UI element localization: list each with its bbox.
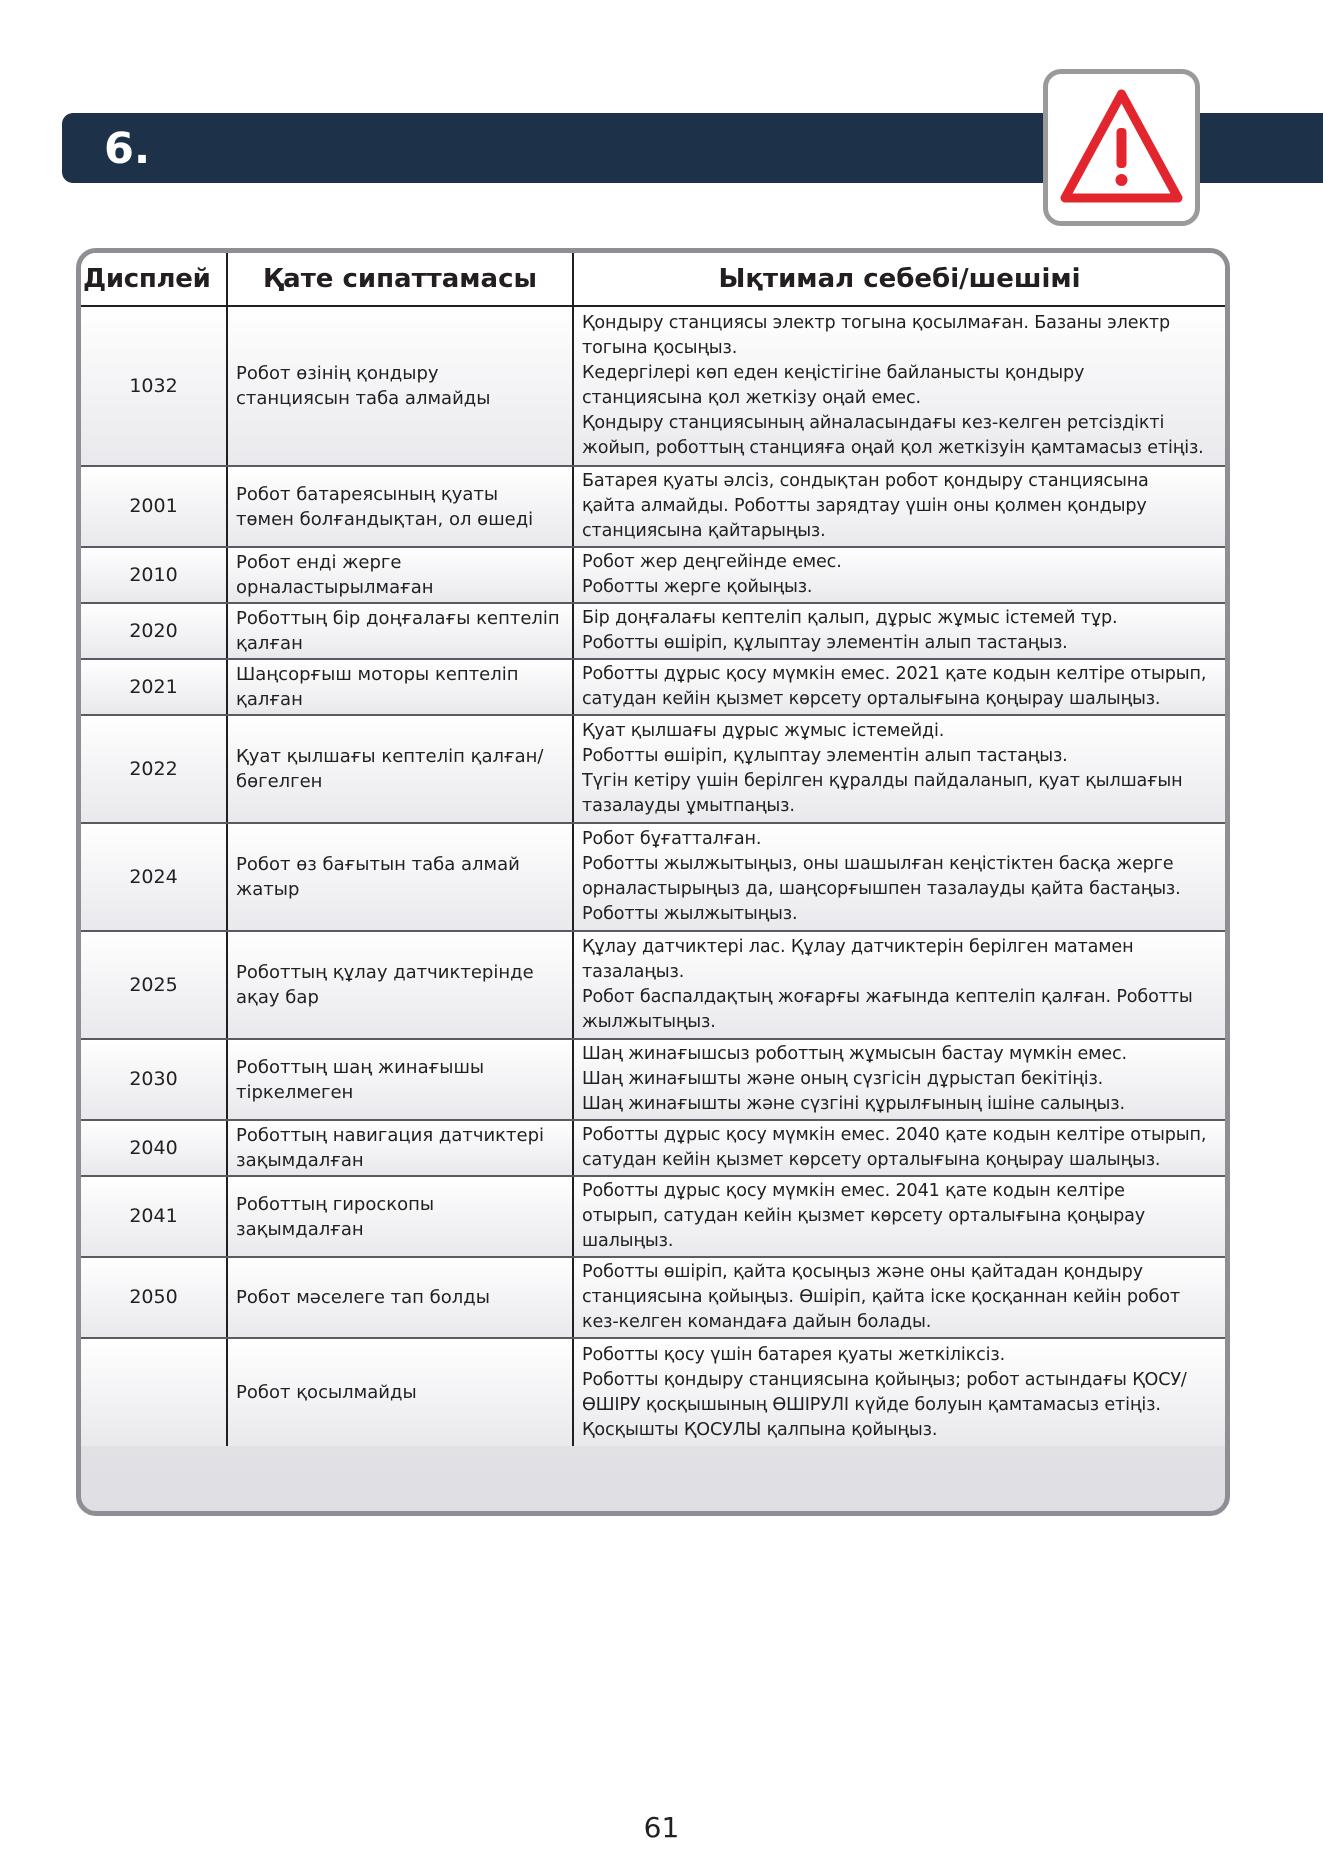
solution-line: отырып, сатудан кейін қызмет көрсету орталығына қоңырау — [582, 1206, 1146, 1226]
solution-line: кез-келген командаға дайын болады. — [582, 1312, 932, 1332]
solution-line: станциясына қол жеткізу оңай емес. — [582, 388, 921, 408]
error-description-cell — [227, 1257, 573, 1338]
error-description-cell — [227, 306, 573, 466]
error-code-cell: 2010 — [81, 547, 227, 603]
table-row — [81, 659, 1225, 715]
warning-triangle-icon — [1056, 82, 1187, 213]
solution-line: орналастырыңыз да, шаңсорғышпен тазалауды қайта бастаңыз. — [582, 879, 1181, 899]
table-row — [81, 466, 1225, 547]
solution-line: Бір доңғалағы кептеліп қалып, дұрыс жұмыс істемей тұр. — [582, 608, 1118, 628]
error-description-cell — [227, 823, 573, 931]
solution-line: Қуат қылшағы дұрыс жұмыс істемейді. — [582, 721, 945, 741]
solution-line: Роботты дұрыс қосу мүмкін емес. 2021 қате кодын келтіре отырып, — [582, 664, 1207, 684]
error-description-cell — [227, 1120, 573, 1176]
solution-line: тазалауды ұмытпаңыз. — [582, 796, 795, 816]
column-header-solution: Ықтимал себебі/шешімі — [573, 253, 1225, 306]
description-line: қалған — [236, 689, 303, 710]
table-header-row — [81, 253, 1225, 306]
error-code-cell: 2020 — [81, 603, 227, 659]
solution-line: Түгін кетіру үшін берілген құралды пайдаланып, қуат қылшағын — [582, 771, 1183, 791]
error-code-cell: 1032 — [81, 306, 227, 466]
description-line: Робот өзінің қондыру — [236, 363, 439, 384]
warning-badge — [1043, 69, 1200, 226]
description-line: Роботтың навигация датчиктері — [236, 1125, 545, 1146]
solution-line: Роботты жылжытыңыз. — [582, 904, 798, 924]
solution-line: Қосқышты ҚОСУЛЫ қалпына қойыңыз. — [582, 1419, 938, 1440]
solution-line: Роботты дұрыс қосу мүмкін емес. 2041 қате кодын келтіре — [582, 1181, 1125, 1201]
error-description-cell — [227, 1176, 573, 1257]
error-code-cell: 2040 — [81, 1120, 227, 1176]
solution-line: Шаң жинағышты және сүзгіні құрылғының ішіне салыңыз. — [582, 1094, 1125, 1114]
solution-line: ӨШІРУ қосқышының ӨШІРУЛІ күйде болуын қамтамасыз етіңіз. — [582, 1394, 1161, 1415]
column-header-description: Қате сипаттамасы — [227, 253, 573, 306]
description-line: зақымдалған — [236, 1150, 364, 1171]
description-line: Роботтың гироскопы — [236, 1193, 435, 1215]
solution-line: Роботты өшіріп, құлыптау элементін алып тастаңыз. — [582, 633, 1068, 653]
solution-line: шалыңыз. — [582, 1231, 674, 1251]
solution-line: Роботты жерге қойыңыз. — [582, 577, 813, 597]
solution-line: жойып, роботтың станцияға оңай қол жеткізуін қамтамасыз етіңіз. — [582, 438, 1204, 458]
description-line: орналастырылмаған — [236, 577, 434, 598]
solution-cell — [573, 1176, 1225, 1257]
solution-line: Кедергілері көп еден кеңістігіне байланысты қондыру — [582, 363, 1085, 383]
error-description-cell — [227, 603, 573, 659]
table-row — [81, 603, 1225, 659]
table-row — [81, 823, 1225, 931]
error-description-cell — [227, 659, 573, 715]
description-line: Робот енді жерге — [236, 552, 402, 573]
description-line: Робот қосылмайды — [236, 1382, 417, 1403]
description-line: зақымдалған — [236, 1218, 364, 1240]
solution-line: жылжытыңыз. — [582, 1012, 716, 1032]
solution-line: тазалаңыз. — [582, 962, 685, 982]
error-description-cell — [227, 1039, 573, 1120]
error-code-cell: 2025 — [81, 931, 227, 1039]
solution-line: Роботты қондыру станциясына қойыңыз; робот астындағы ҚОСУ/ — [582, 1369, 1187, 1390]
error-code-cell: 2030 — [81, 1039, 227, 1120]
solution-line: Роботты өшіріп, құлыптау элементін алып тастаңыз. — [582, 746, 1068, 766]
solution-line: Роботты өшіріп, қайта қосыңыз және оны қайтадан қондыру — [582, 1262, 1143, 1282]
description-line: Робот батареясының қуаты — [236, 483, 499, 505]
solution-cell — [573, 547, 1225, 603]
description-line: бөгелген — [236, 771, 323, 792]
solution-line: станциясына қайтарыңыз. — [582, 521, 826, 541]
solution-line: сатудан кейін қызмет көрсету орталығына қоңырау шалыңыз. — [582, 1150, 1161, 1170]
section-number: 6. — [104, 124, 151, 174]
description-line: Роботтың бір доңғалағы кептеліп — [236, 608, 560, 629]
description-line: станциясын таба алмайды — [236, 388, 491, 409]
table-row — [81, 931, 1225, 1039]
solution-line: қайта алмайды. Роботты зарядтау үшін оны қолмен қондыру — [582, 496, 1147, 516]
table-row — [81, 1039, 1225, 1120]
error-description-cell — [227, 547, 573, 603]
solution-cell — [573, 931, 1225, 1039]
description-line: Шаңсорғыш моторы кептеліп — [236, 664, 519, 685]
solution-cell — [573, 306, 1225, 466]
table-row — [81, 1338, 1225, 1446]
description-line: тіркелмеген — [236, 1081, 354, 1103]
description-line: қалған — [236, 633, 303, 654]
solution-line: Робот бұғатталған. — [582, 829, 762, 849]
solution-line: Батарея қуаты әлсіз, сондықтан робот қондыру станциясына — [582, 471, 1149, 491]
error-code-cell: 2041 — [81, 1176, 227, 1257]
solution-cell — [573, 466, 1225, 547]
solution-line: станциясына қойыңыз. Өшіріп, қайта іске қосқаннан кейін робот — [582, 1287, 1180, 1307]
description-line: Қуат қылшағы кептеліп қалған/ — [236, 746, 544, 767]
table-row — [81, 1176, 1225, 1257]
error-code-cell — [81, 1338, 227, 1446]
solution-cell — [573, 1039, 1225, 1120]
solution-cell — [573, 603, 1225, 659]
solution-line: Шаң жинағышты және оның сүзгісін дұрыстап бекітіңіз. — [582, 1069, 1104, 1089]
error-description-cell — [227, 715, 573, 823]
solution-cell — [573, 1257, 1225, 1338]
table-row — [81, 1257, 1225, 1338]
solution-line: Қондыру станциясының айналасындағы кез-келген ретсіздікті — [582, 413, 1165, 433]
description-line: Робот мәселеге тап болды — [236, 1287, 490, 1308]
solution-line: сатудан кейін қызмет көрсету орталығына қоңырау шалыңыз. — [582, 689, 1161, 709]
description-line: Робот өз бағытын таба алмай — [236, 854, 520, 875]
solution-cell — [573, 1120, 1225, 1176]
description-line: жатыр — [236, 879, 300, 900]
solution-line: Роботты жылжытыңыз, оны шашылған кеңістіктен басқа жерге — [582, 854, 1174, 874]
solution-line: Роботты дұрыс қосу мүмкін емес. 2040 қате кодын келтіре отырып, — [582, 1125, 1207, 1145]
table-row — [81, 715, 1225, 823]
solution-cell — [573, 659, 1225, 715]
table-row — [81, 547, 1225, 603]
error-description-cell — [227, 466, 573, 547]
error-code-cell: 2022 — [81, 715, 227, 823]
solution-line: Қондыру станциясы электр тогына қосылмаған. Базаны электр — [582, 313, 1171, 333]
error-description-cell — [227, 1338, 573, 1446]
solution-cell — [573, 715, 1225, 823]
description-line: ақау бар — [236, 987, 319, 1008]
solution-line: Робот баспалдақтың жоғарғы жағында кептеліп қалған. Роботты — [582, 987, 1193, 1007]
solution-line: Шаң жинағышсыз роботтың жұмысын бастау мүмкін емес. — [582, 1044, 1127, 1064]
error-code-cell: 2050 — [81, 1257, 227, 1338]
error-code-cell: 2001 — [81, 466, 227, 547]
solution-line: тогына қосыңыз. — [582, 338, 738, 358]
description-line: төмен болғандықтан, ол өшеді — [236, 508, 534, 530]
error-code-cell: 2024 — [81, 823, 227, 931]
solution-line: Роботты қосу үшін батарея қуаты жеткіліксіз. — [582, 1344, 1006, 1365]
error-code-cell: 2021 — [81, 659, 227, 715]
solution-cell — [573, 823, 1225, 931]
solution-line: Робот жер деңгейінде емес. — [582, 552, 842, 572]
description-line: Роботтың шаң жинағышы — [236, 1056, 485, 1078]
table-row — [81, 1120, 1225, 1176]
solution-cell — [573, 1338, 1225, 1446]
column-header-display: Дисплей — [81, 253, 227, 306]
table-row — [81, 306, 1225, 466]
description-line: Роботтың құлау датчиктерінде — [236, 962, 534, 983]
error-codes-table — [76, 248, 1230, 1516]
error-description-cell — [227, 931, 573, 1039]
page-number: 61 — [643, 1811, 680, 1844]
solution-line: Құлау датчиктері лас. Құлау датчиктерін берілген матамен — [582, 937, 1134, 957]
